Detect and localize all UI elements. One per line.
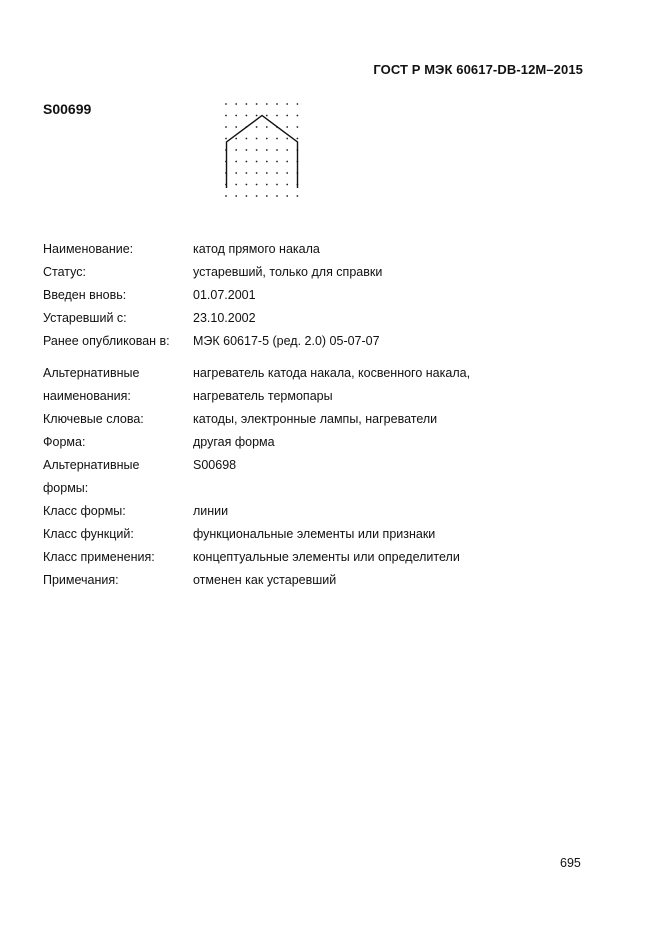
- field-label: Класс формы:: [43, 504, 126, 518]
- grid-dot: [266, 195, 268, 197]
- field-row-application-class: [43, 546, 563, 569]
- grid-dots: [225, 103, 298, 197]
- field-row-status: [43, 261, 563, 284]
- field-row-previously-published: [43, 330, 563, 353]
- grid-dot: [225, 138, 227, 140]
- grid-dot: [297, 103, 299, 105]
- grid-dot: [286, 126, 288, 128]
- grid-dot: [266, 103, 268, 105]
- grid-dot: [266, 184, 268, 186]
- field-label: Альтернативные наименования:: [43, 366, 140, 403]
- field-label: Устаревший с:: [43, 311, 127, 325]
- grid-dot: [286, 161, 288, 163]
- grid-dot: [246, 149, 248, 151]
- grid-dot: [276, 195, 278, 197]
- field-label: Введен вновь:: [43, 288, 127, 302]
- grid-dot: [297, 126, 299, 128]
- grid-dot: [276, 161, 278, 163]
- field-row-obsolete-since: [43, 307, 563, 330]
- grid-dot: [286, 184, 288, 186]
- grid-dot: [276, 149, 278, 151]
- grid-dot: [286, 172, 288, 174]
- field-value: МЭК 60617-5 (ред. 2.0) 05-07-07: [193, 334, 380, 348]
- grid-dot: [256, 126, 258, 128]
- field-value: катоды, электронные лампы, нагреватели: [193, 412, 438, 426]
- grid-dot: [286, 115, 288, 117]
- field-list: [43, 238, 563, 592]
- grid-dot: [286, 149, 288, 151]
- field-value: 23.10.2002: [193, 311, 256, 325]
- field-row-keywords: [43, 408, 563, 431]
- field-value: катод прямого накала: [193, 242, 320, 256]
- document-header: ГОСТ Р МЭК 60617-DB-12M–2015: [373, 62, 583, 77]
- grid-dot: [256, 103, 258, 105]
- grid-dot: [246, 103, 248, 105]
- grid-dot: [266, 138, 268, 140]
- field-row-form: [43, 431, 563, 454]
- grid-dot: [297, 115, 299, 117]
- field-value: линии: [193, 504, 229, 518]
- grid-dot: [246, 195, 248, 197]
- field-label: Класс функций:: [43, 527, 134, 541]
- field-value: устаревший, только для справки: [193, 265, 383, 279]
- grid-dot: [246, 161, 248, 163]
- grid-dot: [235, 184, 237, 186]
- symbol-figure: [221, 100, 303, 200]
- field-value: S00698: [193, 458, 237, 472]
- field-row-introduced: [43, 284, 563, 307]
- grid-dot: [225, 115, 227, 117]
- grid-dot: [256, 161, 258, 163]
- field-label: Альтернативные формы:: [43, 458, 140, 495]
- field-value: функциональные элементы или признаки: [193, 527, 436, 541]
- grid-dot: [256, 138, 258, 140]
- grid-dot: [246, 138, 248, 140]
- grid-dot: [235, 161, 237, 163]
- field-row-name: [43, 238, 563, 261]
- grid-dot: [276, 138, 278, 140]
- field-label: Статус:: [43, 265, 86, 279]
- grid-dot: [256, 184, 258, 186]
- grid-dot: [225, 126, 227, 128]
- field-row-alternative-forms: [43, 454, 563, 500]
- grid-dot: [276, 184, 278, 186]
- field-label: Ключевые слова:: [43, 412, 144, 426]
- grid-dot: [235, 149, 237, 151]
- grid-dot: [286, 138, 288, 140]
- grid-dot: [235, 172, 237, 174]
- grid-dot: [276, 115, 278, 117]
- field-value: нагреватель катода накала, косвенного накала, нагреватель термопары: [193, 366, 471, 403]
- field-row-function-class: [43, 523, 563, 546]
- field-label: Ранее опубликован в:: [43, 334, 170, 348]
- grid-dot: [246, 115, 248, 117]
- grid-dot: [266, 149, 268, 151]
- page-number: 695: [560, 856, 581, 870]
- grid-dot: [297, 195, 299, 197]
- field-row-form-class: [43, 500, 563, 523]
- grid-dot: [235, 138, 237, 140]
- grid-dot: [266, 172, 268, 174]
- grid-dot: [235, 115, 237, 117]
- grid-dot: [256, 195, 258, 197]
- grid-dot: [225, 195, 227, 197]
- grid-dot: [266, 126, 268, 128]
- grid-dot: [256, 115, 258, 117]
- field-label: Наименование:: [43, 242, 134, 256]
- grid-dot: [276, 103, 278, 105]
- grid-dot: [266, 161, 268, 163]
- grid-dot: [256, 172, 258, 174]
- field-label: Класс применения:: [43, 550, 155, 564]
- field-label: Примечания:: [43, 573, 119, 587]
- grid-dot: [256, 149, 258, 151]
- field-row-alternative-names: [43, 362, 563, 408]
- field-value: 01.07.2001: [193, 288, 256, 302]
- symbol-id: S00699: [43, 101, 92, 117]
- grid-dot: [235, 103, 237, 105]
- grid-dot: [266, 115, 268, 117]
- grid-dot: [246, 184, 248, 186]
- grid-dot: [286, 195, 288, 197]
- grid-dot: [225, 103, 227, 105]
- grid-dot: [235, 195, 237, 197]
- field-label: Форма:: [43, 435, 86, 449]
- grid-dot: [246, 172, 248, 174]
- field-row-notes: [43, 569, 563, 592]
- grid-dot: [286, 103, 288, 105]
- grid-dot: [235, 126, 237, 128]
- grid-dot: [297, 138, 299, 140]
- field-value: отменен как устаревший: [193, 573, 337, 587]
- grid-dot: [276, 172, 278, 174]
- field-value: другая форма: [193, 435, 275, 449]
- field-value: концептуальные элементы или определители: [193, 550, 460, 564]
